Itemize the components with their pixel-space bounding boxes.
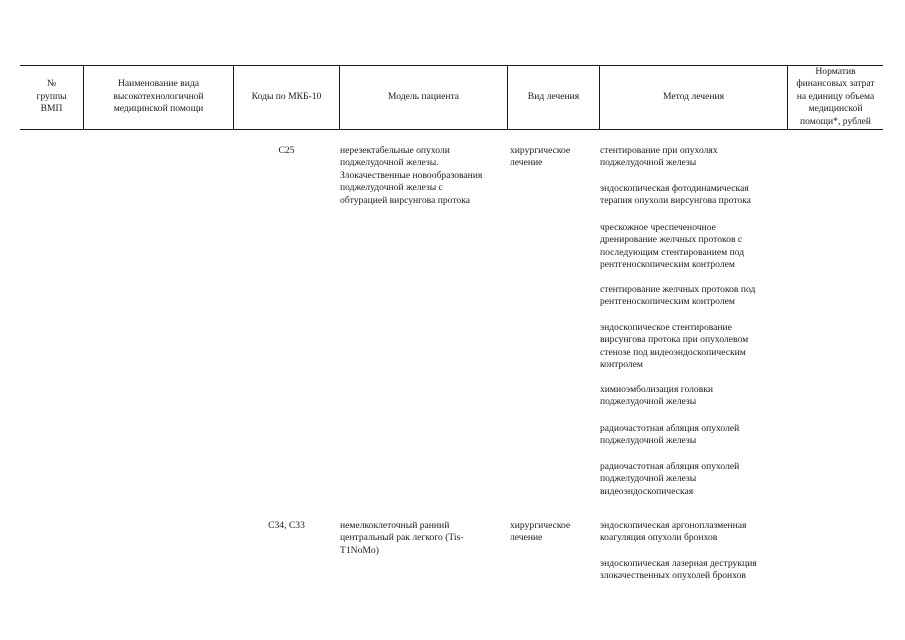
- row-icd-code: C25: [278, 145, 295, 156]
- header-treatment-type-text: Вид лечения: [527, 90, 580, 102]
- row-treatment-type: хирургическое лечение: [510, 520, 571, 544]
- treatment-method-item: химиоэмболизация головки поджелудочной железы: [600, 384, 714, 408]
- header-bottom-rule: [20, 129, 883, 130]
- treatment-method-item: эндоскопическая аргоноплазменная коагуляция опухоли бронхов: [600, 520, 747, 544]
- treatment-method-item: стентирование при опухолях поджелудочной железы: [600, 145, 718, 169]
- header-cost-standard: [788, 65, 883, 129]
- row-patient-model: немелкоклеточный ранний центральный рак легкого (Tis- T1NоMо): [340, 520, 464, 556]
- header-treatment-method: [600, 65, 787, 129]
- header-patient-model: [340, 65, 507, 129]
- header-patient-model-text: Модель пациента: [387, 90, 460, 102]
- header-icd-codes: [234, 65, 339, 129]
- treatment-method-item: эндоскопическая лазерная деструкция злокачественных опухолей бронхов: [600, 558, 757, 582]
- header-icd-codes-text: Коды по МКБ-10: [251, 90, 322, 102]
- header-group-number-text: № группы ВМП: [36, 78, 67, 115]
- treatment-method-item: радиочастотная абляция опухолей поджелудочной железы: [600, 423, 740, 447]
- header-group-number: [20, 65, 83, 129]
- treatment-method-item: стентирование желчных протоков под рентгеноскопическим контролем: [600, 284, 756, 308]
- row-patient-model: нерезектабельные опухоли поджелудочной железы. Злокачественные новообразования поджелудочной железы с обтурацией вирсунгова протока: [340, 145, 483, 206]
- header-treatment-method-text: Метод лечения: [662, 90, 725, 102]
- row-treatment-type: хирургическое лечение: [510, 145, 571, 169]
- treatment-method-item: эндоскопическая фотодинамическая терапия опухоли вирсунгова протока: [600, 183, 751, 207]
- treatment-method-item: чрескожное чреспеченочное дренирование желчных протоков с последующим стентированием под рентгеноскопическим контролем: [600, 222, 745, 271]
- treatment-method-item: радиочастотная абляция опухолей поджелудочной железы видеоэндоскопическая: [600, 461, 740, 497]
- row-icd-code: C34, C33: [268, 520, 305, 531]
- header-treatment-type: [508, 65, 599, 129]
- header-care-type-name-text: Наименование вида высокотехнологичной медицинской помощи: [113, 78, 204, 115]
- header-care-type-name: [84, 65, 233, 129]
- treatment-method-item: эндоскопическое стентирование вирсунгова протока при опухолевом стенозе под видеоэндоскопическим контролем: [600, 322, 749, 371]
- header-cost-standard-text: Норматив финансовых затрат на единицу объема медицинской помощи*, рублей: [796, 65, 875, 127]
